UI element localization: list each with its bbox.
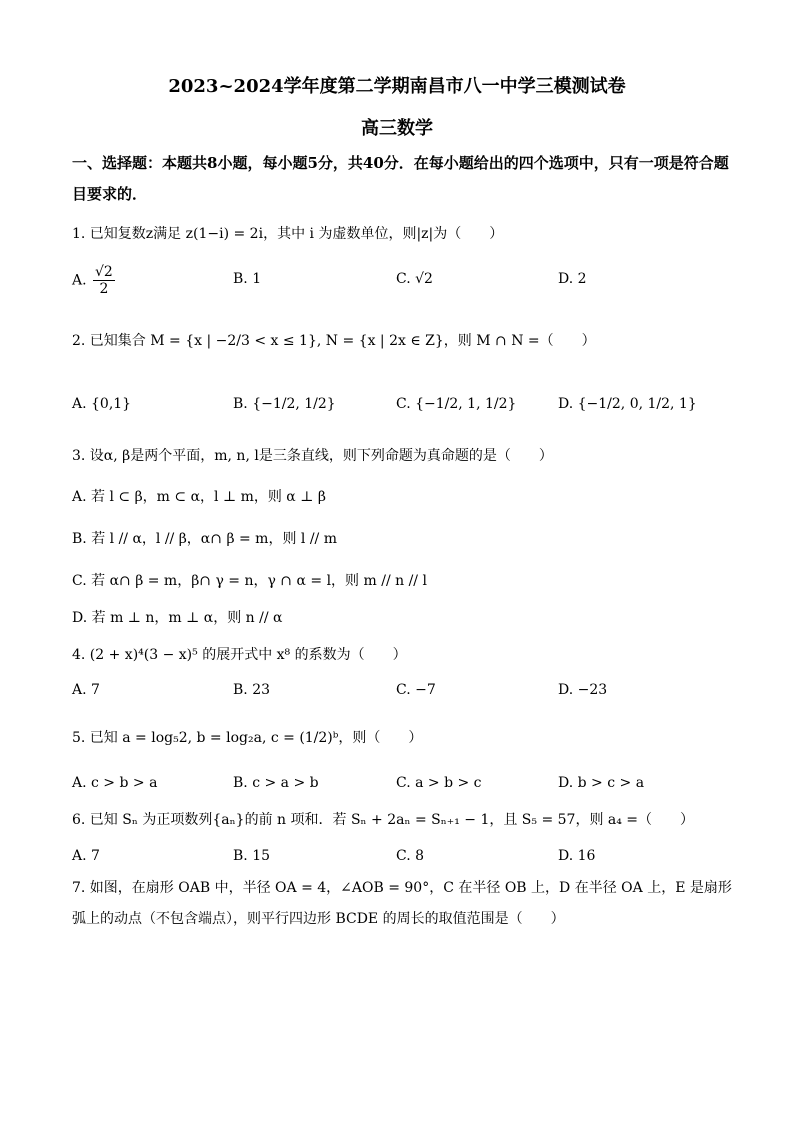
option-c: C. 8 [396,848,425,864]
exam-title: 2023~2024学年度第二学期南昌市八一中学三模测试卷 [168,76,626,97]
question-3-option-a: A. 若 l ⊂ β，m ⊂ α，l ⊥ m，则 α ⊥ β [72,489,326,505]
option-d: D. {−1/2, 0, 1/2, 1} [558,396,697,412]
question-7-stem: 7. 如图，在扇形 OAB 中，半径 OA = 4，∠AOB = 90°，C 在半径 OB 上，D 在半径 OA 上，E 是扇形弧上的动点（不包含端点），则平行四边形 BCDE 的周长的取值范围是（ ） [72,880,732,927]
option-b: B. 23 [233,682,271,698]
option-c: C. √2 [396,271,433,287]
question-5-options [72,768,732,798]
question-5-stem: 5. 已知 a = log₅2, b = log₂a, c = (1/2)ᵇ，则（ ） [72,730,423,746]
option-a: A. {0,1} [72,396,132,412]
option-b: B. 1 [233,271,262,287]
option-b: B. 15 [233,848,271,864]
option-d: D. −23 [558,682,608,698]
question-2-stem: 2. 已知集合 M = {x | −2/3 < x ≤ 1}, N = {x | 2x ∈ Z}，则 M ∩ N =（ ） [72,333,596,349]
option-d: D. 2 [558,271,587,287]
exam-subtitle: 高三数学 [361,118,433,139]
question-3-stem: 3. 设α, β是两个平面，m, n, l是三条直线，则下列命题为真命题的是（ ） [72,448,553,464]
option-a: A. 7 [72,682,100,698]
option-d: D. b > c > a [558,775,645,791]
question-6-options [72,841,732,871]
question-4-stem: 4. (2 + x)⁴(3 − x)⁵ 的展开式中 x⁸ 的系数为（ ） [72,647,407,663]
question-6-stem: 6. 已知 Sₙ 为正项数列{aₙ}的前 n 项和．若 Sₙ + 2aₙ = Sₙ₊₁ − 1，且 S₅ = 57，则 a₄ =（ ） [72,812,695,828]
question-4-options [72,675,732,705]
option-c: C. {−1/2, 1, 1/2} [396,396,517,412]
option-a [72,264,117,297]
question-3-option-d: D. 若 m ⊥ n，m ⊥ α，则 n // α [72,610,283,626]
option-b: B. c > a > b [233,775,319,791]
option-b: B. {−1/2, 1/2} [233,396,336,412]
fraction [93,264,115,297]
question-2-options [72,389,732,419]
option-a-label: A. [72,272,87,289]
option-c: C. −7 [396,682,436,698]
question-1-options [72,264,732,297]
option-a: A. c > b > a [72,775,158,791]
section-heading: 一、选择题：本题共8小题，每小题5分，共40分．在每小题给出的四个选项中，只有一项是符合题目要求的． [72,154,729,203]
fraction-denominator: 2 [99,281,109,297]
option-d: D. 16 [558,848,596,864]
question-1-stem: 1. 已知复数z满足 z(1−i) = 2i，其中 i 为虚数单位，则|z|为（ ） [72,226,504,242]
question-3-option-b: B. 若 l // α，l // β，α∩ β = m，则 l // m [72,531,337,547]
fraction-numerator: √2 [95,264,113,280]
option-c: C. a > b > c [396,775,482,791]
question-3-option-c: C. 若 α∩ β = m，β∩ γ = n，γ ∩ α = l，则 m // n // l [72,573,427,589]
option-a: A. 7 [72,848,100,864]
